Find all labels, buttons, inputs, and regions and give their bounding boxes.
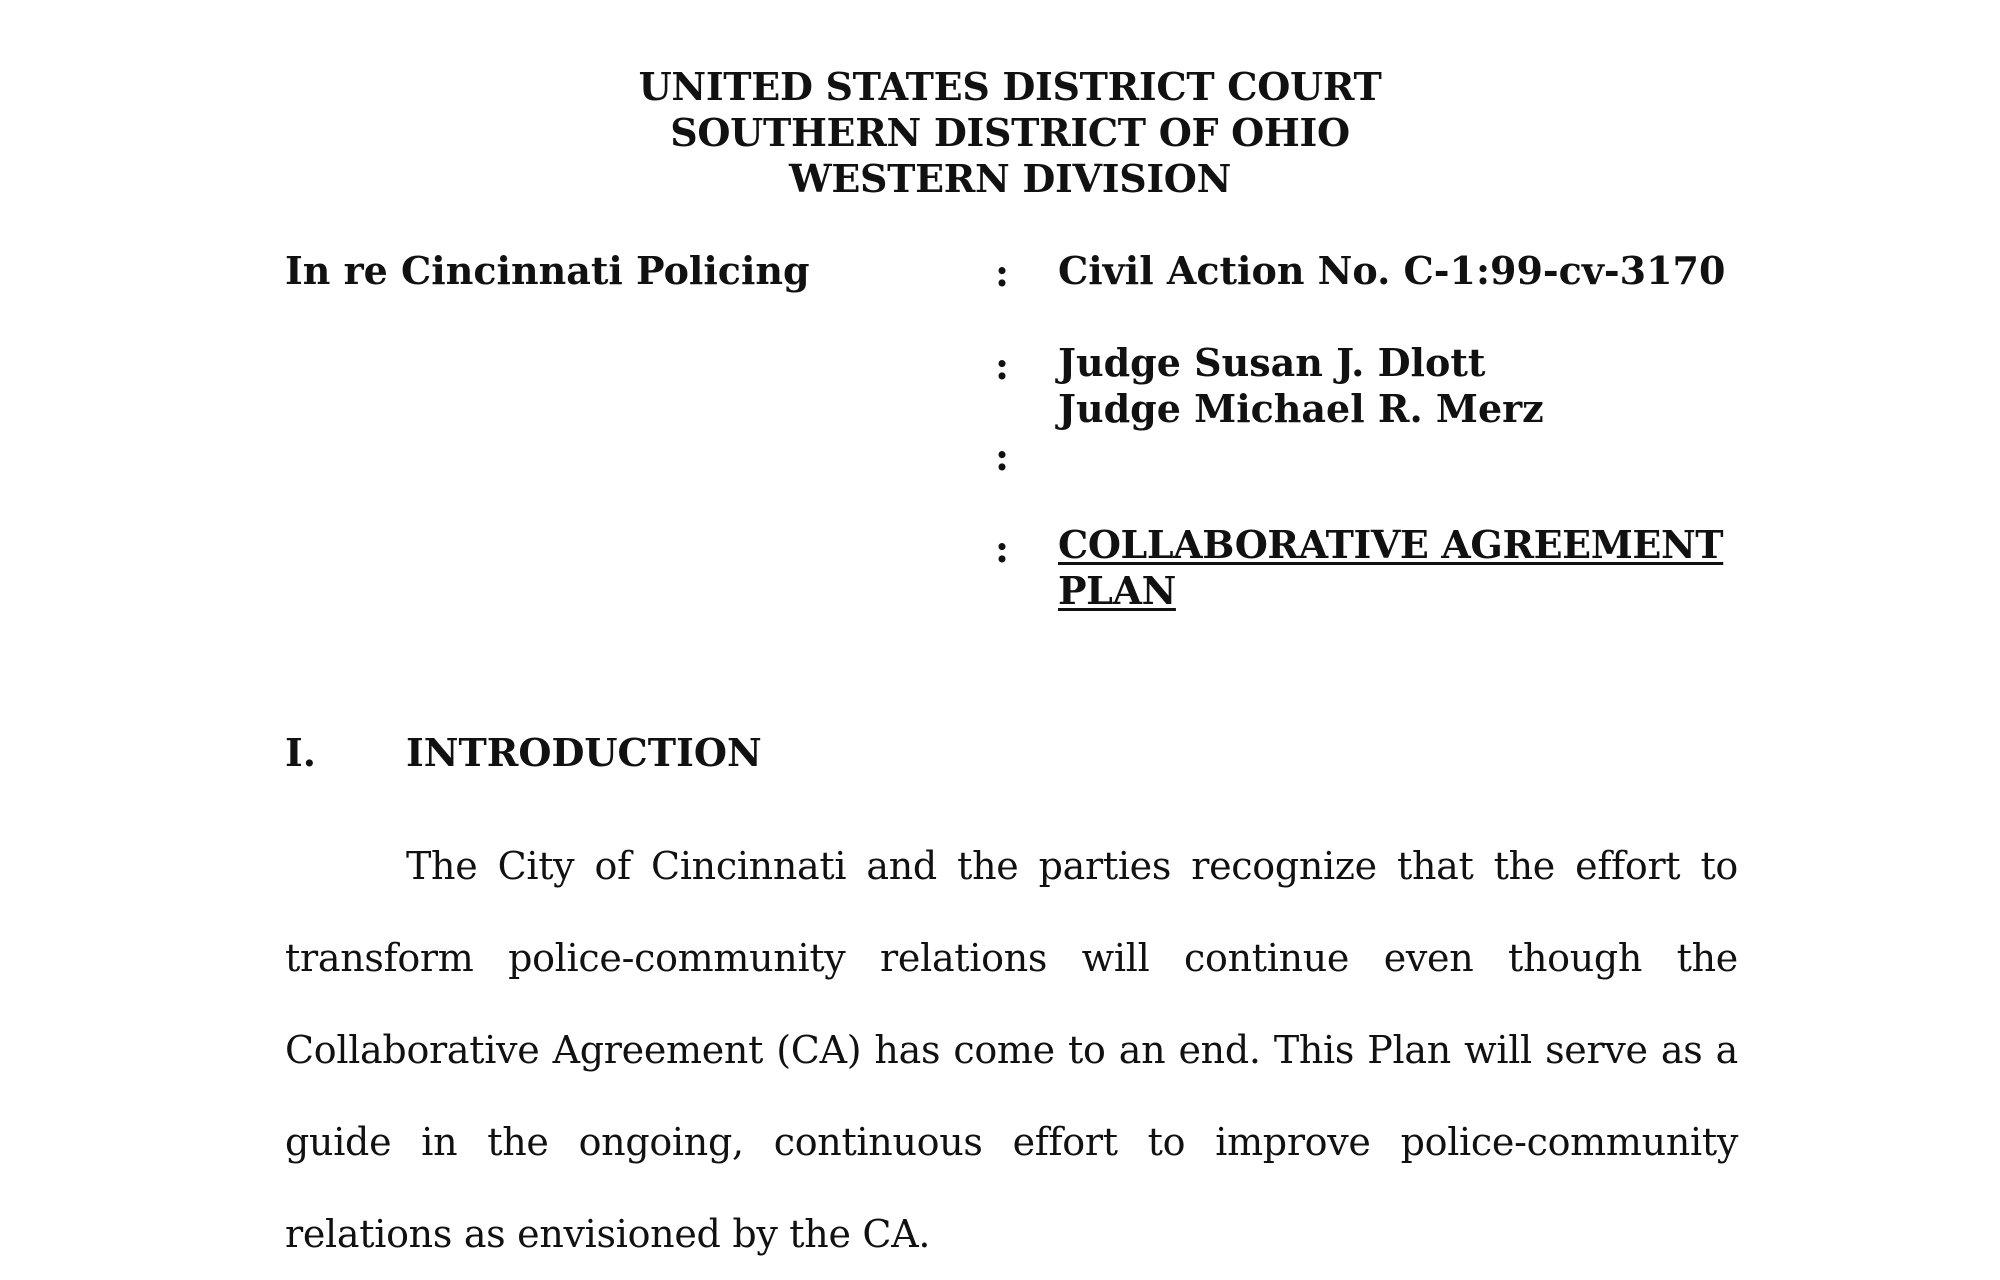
caption-separator: : bbox=[995, 343, 1010, 388]
civil-action-number: Civil Action No. C-1:99-cv-3170 bbox=[1058, 248, 1726, 293]
court-district: SOUTHERN DISTRICT OF OHIO bbox=[670, 110, 1350, 155]
document-title-line: COLLABORATIVE AGREEMENT bbox=[1058, 522, 1724, 567]
section-title: INTRODUCTION bbox=[406, 730, 762, 775]
judge-name: Judge Michael R. Merz bbox=[1058, 386, 1544, 431]
document-title bbox=[1058, 522, 1723, 614]
caption-separator: : bbox=[995, 250, 1010, 295]
caption-separator: : bbox=[995, 434, 1010, 479]
court-name: UNITED STATES DISTRICT COURT bbox=[638, 64, 1382, 109]
body-paragraph: The City of Cincinnati and the parties recognize that the effort to transform police-community relations will continue even though the Collaborative Agreement (CA) has come to an end. This Plan will serve as a guide in the ongoing, continuous effort to improve police-community relations as envisioned by the CA. bbox=[285, 844, 1738, 1256]
section-number: I. bbox=[285, 730, 317, 775]
judge-name: Judge Susan J. Dlott bbox=[1058, 340, 1486, 385]
caption-separator: : bbox=[995, 526, 1010, 571]
judges-block bbox=[1058, 340, 1544, 432]
case-name: In re Cincinnati Policing bbox=[285, 248, 810, 293]
court-division: WESTERN DIVISION bbox=[788, 156, 1232, 201]
court-header bbox=[0, 64, 2000, 202]
document-title-line: PLAN bbox=[1058, 568, 1176, 613]
